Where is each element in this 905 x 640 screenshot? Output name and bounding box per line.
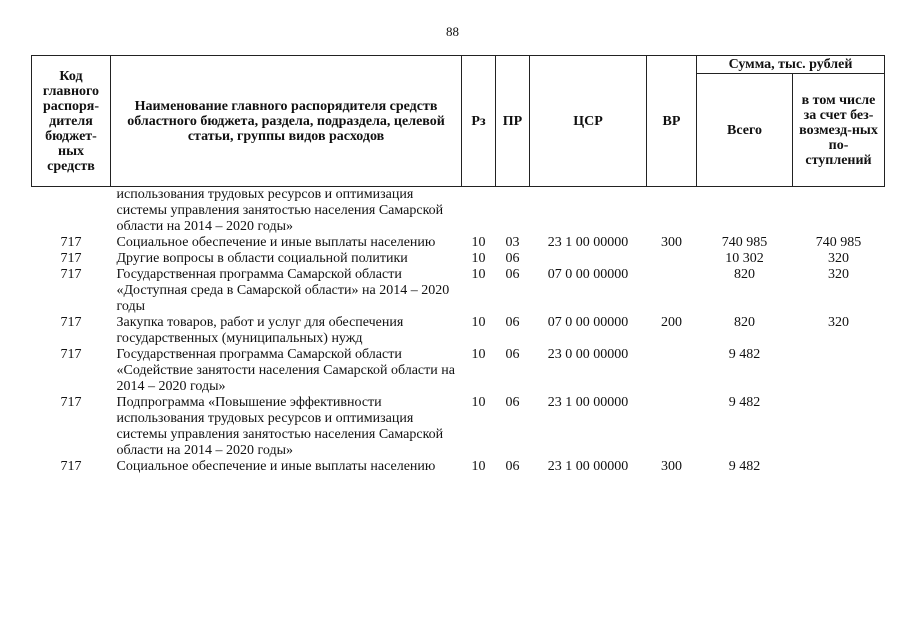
- cell-pr: 06: [505, 459, 520, 474]
- table-row: [32, 315, 885, 347]
- header-total: Всего: [697, 74, 793, 187]
- header-code: Код главного распоря-дителя бюджет-ных средств: [32, 56, 111, 187]
- header-name: Наименование главного распорядителя средств областного бюджета, раздела, подраздела, целевой статьи, группы видов расходов: [111, 56, 462, 187]
- cell-code: 717: [60, 347, 82, 362]
- cell-pr: 06: [505, 315, 520, 330]
- cell-name: Закупка товаров, работ и услуг для обеспечения государственных (муниципальных) нужд: [116, 315, 404, 346]
- cell-code: 717: [60, 459, 82, 474]
- cell-name: Социальное обеспечение и иные выплаты населению: [116, 235, 436, 250]
- cell-rz: 10: [471, 235, 486, 250]
- cell-incl: [793, 395, 885, 459]
- cell-rz: 10: [471, 315, 486, 330]
- header-vr: ВР: [647, 56, 697, 187]
- cell-total: 9 482: [728, 459, 761, 474]
- cell-vr: 300: [661, 459, 682, 474]
- cell-incl: 740 985: [815, 235, 862, 250]
- header-pr: ПР: [496, 56, 530, 187]
- cell-vr: 300: [661, 235, 682, 250]
- table-row: [32, 459, 885, 475]
- continuation-text: использования трудовых ресурсов и оптимизация системы управления занятостью населения Самарской области на 2014 – 2020 годы»: [116, 187, 444, 234]
- cell-vr: [647, 395, 697, 459]
- cell-csr: 07 0 00 00000: [547, 315, 629, 330]
- cell-total: 820: [734, 267, 755, 282]
- cell-total: 9 482: [728, 395, 761, 410]
- table-row: [32, 235, 885, 251]
- cell-pr: 06: [505, 267, 520, 282]
- cell-incl: [793, 459, 885, 475]
- table-row: [32, 267, 885, 315]
- header-rz: Рз: [462, 56, 496, 187]
- cell-pr: 06: [505, 347, 520, 362]
- cell-rz: 10: [471, 395, 486, 410]
- cell-code: 717: [60, 267, 82, 282]
- table-row: [32, 251, 885, 267]
- cell-csr: [530, 251, 647, 267]
- continuation-row: [32, 187, 885, 236]
- cell-rz: 10: [471, 347, 486, 362]
- cell-name: Социальное обеспечение и иные выплаты населению: [116, 459, 436, 474]
- table-row: [32, 347, 885, 395]
- cell-incl: 320: [828, 315, 849, 330]
- cell-name: Государственная программа Самарской области «Содействие занятости населения Самарской области на 2014 – 2020 годы»: [116, 347, 455, 394]
- cell-incl: [793, 347, 885, 395]
- cell-rz: 10: [471, 267, 486, 282]
- page-number: 88: [446, 24, 459, 39]
- cell-vr: [647, 267, 697, 315]
- cell-name: Государственная программа Самарской области «Доступная среда в Самарской области» на 2014 – 2020 годы: [116, 267, 450, 314]
- cell-csr: 07 0 00 00000: [547, 267, 629, 282]
- cell-csr: 23 0 00 00000: [547, 347, 629, 362]
- cell-name: Другие вопросы в области социальной политики: [116, 251, 408, 266]
- cell-total: 740 985: [721, 235, 768, 250]
- cell-csr: 23 1 00 00000: [547, 235, 629, 250]
- cell-csr: 23 1 00 00000: [547, 395, 629, 410]
- table-row: [32, 395, 885, 459]
- cell-incl: 320: [828, 251, 849, 266]
- cell-pr: 03: [505, 235, 520, 250]
- cell-rz: 10: [471, 251, 486, 266]
- header-sum: Сумма, тыс. рублей: [697, 56, 885, 74]
- cell-name: Подпрограмма «Повышение эффективности использования трудовых ресурсов и оптимизация системы управления занятостью населения Самарской области на 2014 – 2020 годы»: [116, 395, 444, 458]
- header-incl: в том числе за счет без-возмезд-ных по-ступлений: [793, 74, 885, 187]
- cell-pr: 06: [505, 251, 520, 266]
- table-body: [32, 187, 885, 476]
- cell-vr: [647, 347, 697, 395]
- cell-pr: 06: [505, 395, 520, 410]
- cell-code: 717: [60, 235, 82, 250]
- header-csr: ЦСР: [530, 56, 647, 187]
- cell-csr: 23 1 00 00000: [547, 459, 629, 474]
- cell-code: 717: [60, 251, 82, 266]
- cell-total: 10 302: [725, 251, 764, 266]
- budget-table: [31, 55, 885, 475]
- cell-vr: 200: [661, 315, 682, 330]
- cell-code: 717: [60, 315, 82, 330]
- cell-code: 717: [60, 395, 82, 410]
- cell-rz: 10: [471, 459, 486, 474]
- table-header: [32, 56, 885, 187]
- cell-incl: 320: [828, 267, 849, 282]
- cell-total: 9 482: [728, 347, 761, 362]
- cell-vr: [647, 251, 697, 267]
- cell-total: 820: [734, 315, 755, 330]
